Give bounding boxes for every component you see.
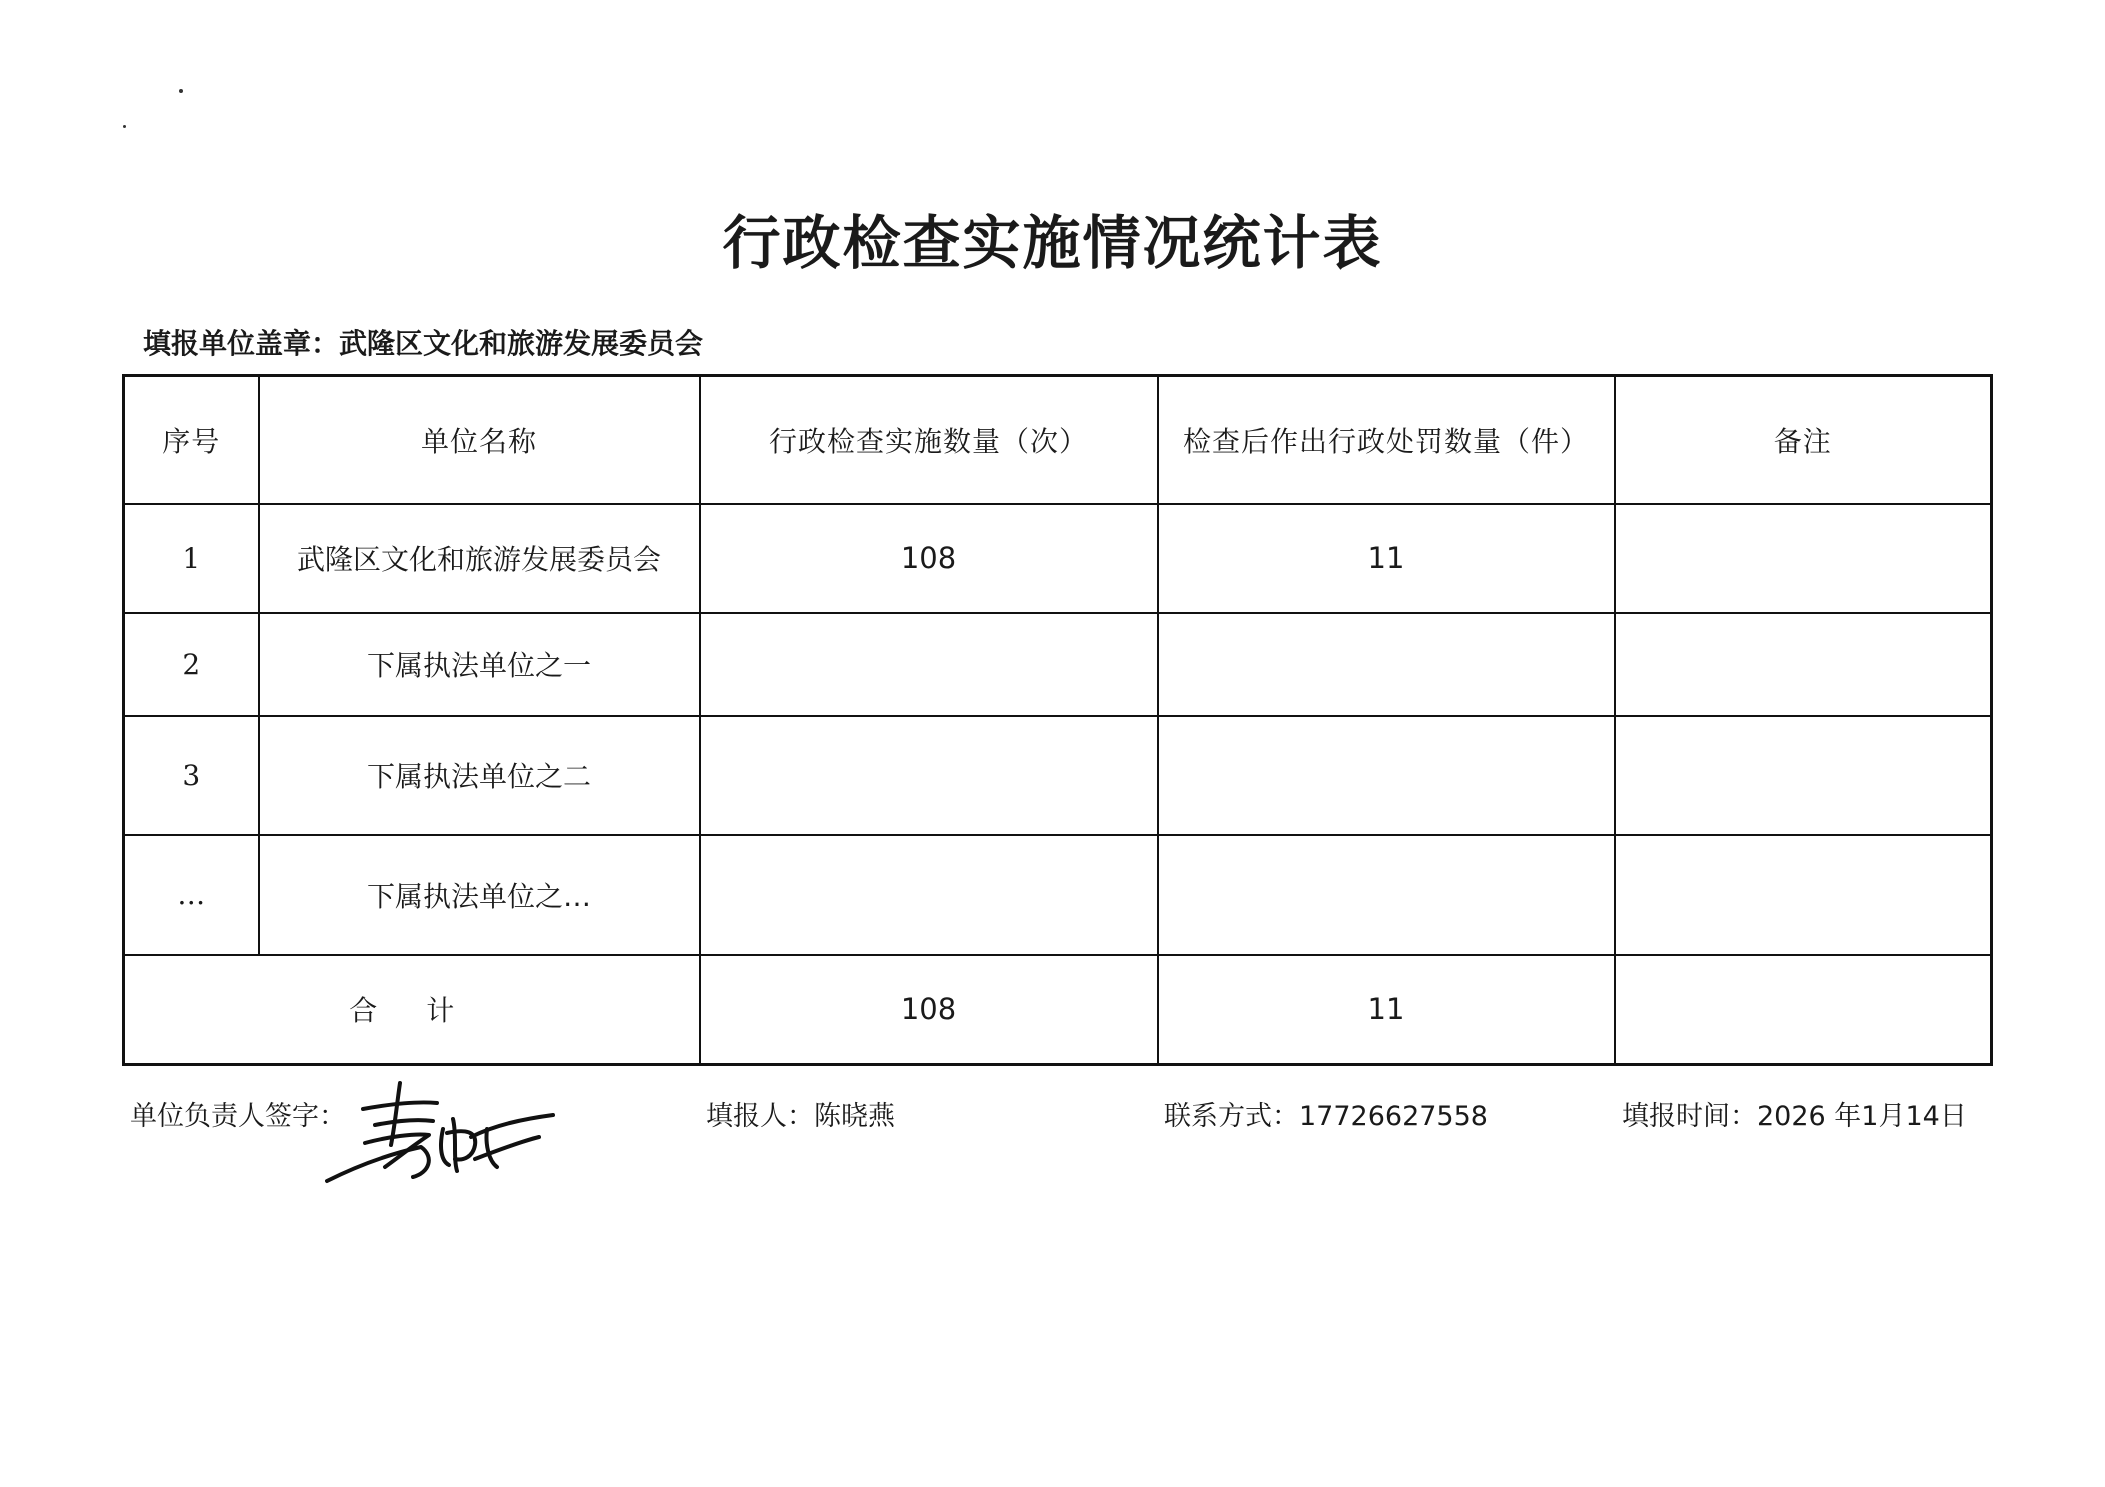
cell-inspections: 108	[700, 504, 1158, 613]
cell-remarks	[1615, 613, 1992, 716]
table-row	[124, 504, 1992, 613]
cell-penalties	[1158, 613, 1615, 716]
scan-speck	[123, 125, 126, 128]
header-unit-name: 单位名称	[259, 376, 700, 504]
contact-info: 联系方式：17726627558	[1164, 1101, 1488, 1132]
cell-seq: 2	[124, 613, 259, 716]
cell-remarks	[1615, 504, 1992, 613]
cell-inspections	[700, 613, 1158, 716]
cell-unit-name: 武隆区文化和旅游发展委员会	[259, 504, 700, 613]
cell-remarks	[1615, 835, 1992, 955]
cell-unit-name: 下属执法单位之…	[259, 835, 700, 955]
header-inspection-count: 行政检查实施数量（次）	[700, 376, 1158, 504]
total-label: 合 计	[124, 955, 700, 1065]
table-row	[124, 835, 1992, 955]
header-remarks: 备注	[1615, 376, 1992, 504]
header-penalty-count: 检查后作出行政处罚数量（件）	[1158, 376, 1615, 504]
cell-penalties	[1158, 835, 1615, 955]
report-date: 填报时间：2026 年1月14日	[1622, 1101, 1967, 1132]
document-title: 行政检查实施情况统计表	[722, 209, 1383, 277]
cell-unit-name: 下属执法单位之二	[259, 716, 700, 835]
total-remarks	[1615, 955, 1992, 1065]
cell-remarks	[1615, 716, 1992, 835]
cell-unit-name: 下属执法单位之一	[259, 613, 700, 716]
statistics-table	[122, 374, 1993, 1066]
cell-seq: 3	[124, 716, 259, 835]
reporting-unit-line: 填报单位盖章：武隆区文化和旅游发展委员会	[143, 327, 704, 360]
cell-seq: 1	[124, 504, 259, 613]
table-row	[124, 613, 1992, 716]
handwritten-signature	[325, 1075, 555, 1185]
header-seq: 序号	[124, 376, 259, 504]
scan-speck	[179, 89, 183, 93]
signature-label: 单位负责人签字：	[130, 1101, 346, 1132]
cell-inspections	[700, 716, 1158, 835]
table-header-row	[124, 376, 1992, 504]
cell-seq: …	[124, 835, 259, 955]
filler-name: 填报人：陈晓燕	[706, 1101, 895, 1132]
table-row	[124, 716, 1992, 835]
cell-penalties: 11	[1158, 504, 1615, 613]
total-penalties: 11	[1158, 955, 1615, 1065]
cell-penalties	[1158, 716, 1615, 835]
total-row	[124, 955, 1992, 1065]
total-inspections: 108	[700, 955, 1158, 1065]
cell-inspections	[700, 835, 1158, 955]
